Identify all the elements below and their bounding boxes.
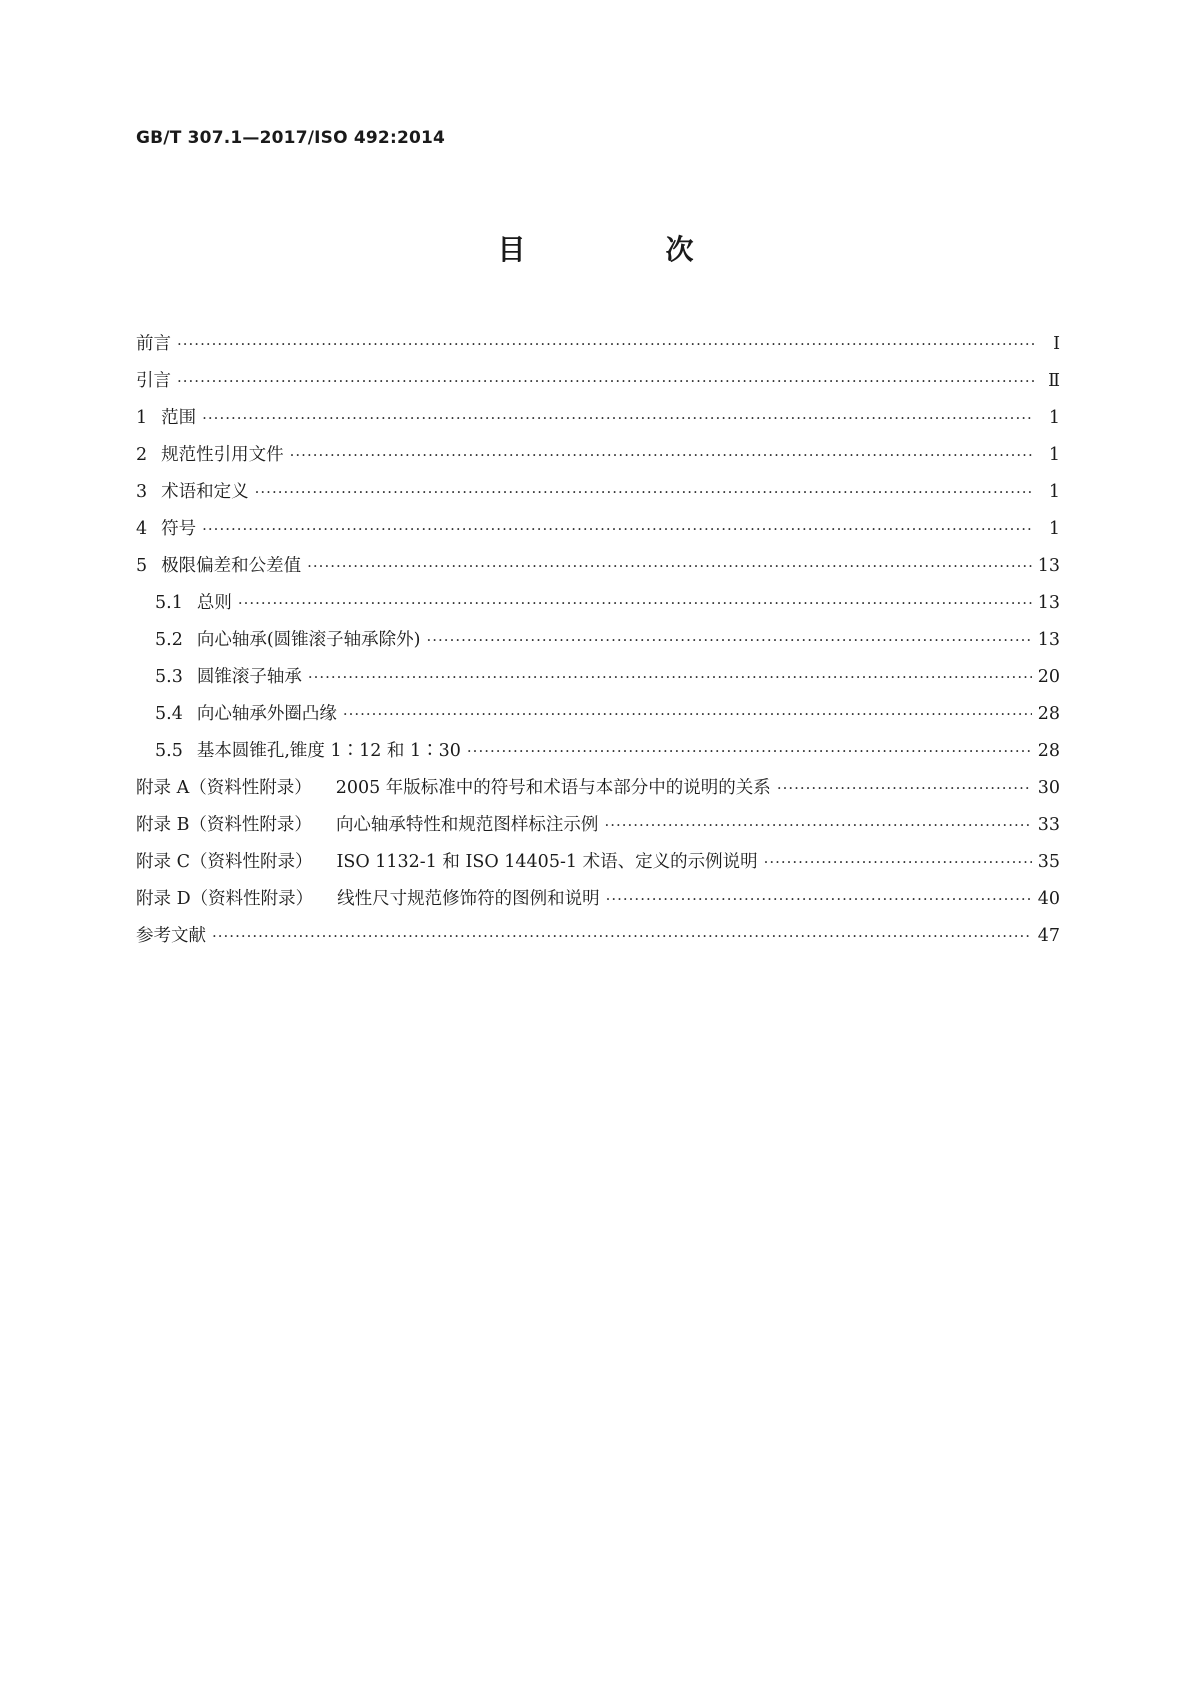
toc-entry[interactable] [136,844,1060,881]
toc-section-number: 1 [136,408,148,428]
toc-dot-leader [777,770,1032,807]
toc-dot-leader [255,474,1034,511]
toc-entry[interactable] [136,548,1060,585]
toc-entry-label [136,437,284,474]
toc-entry-label [136,844,758,881]
toc-entry[interactable] [136,659,1060,696]
toc-entry-label [136,400,196,437]
toc-entry-title: 2005 年版标准中的符号和术语与本部分中的说明的关系 [335,778,771,798]
toc-section-number: 5.2 [155,630,183,650]
toc-page-number: 28 [1037,704,1060,724]
toc-page-number: 13 [1037,593,1060,613]
toc-page-number: 47 [1037,926,1060,946]
toc-annex-designation: 附录 D（资料性附录） [136,889,314,909]
toc-annex-designation: 附录 C（资料性附录） [136,852,313,872]
toc-entry[interactable] [136,400,1060,437]
toc-entry-title: ISO 1132-1 和 ISO 14405-1 术语、定义的示例说明 [336,852,758,872]
toc-dot-leader [202,511,1034,548]
toc-entry[interactable] [136,918,1060,955]
toc-page-number: 20 [1037,667,1060,687]
toc-page-number: 1 [1048,482,1060,502]
toc-section-number: 5 [136,556,148,576]
toc-dot-leader [343,696,1032,733]
toc-section-number: 5.5 [155,741,183,761]
toc-dot-leader [427,622,1032,659]
toc-entry-title: 向心轴承特性和规范图样标注示例 [335,815,599,835]
toc-page-number: Ⅰ [1053,334,1060,354]
toc-section-number: 5.3 [155,667,183,687]
toc-page-number: 1 [1048,445,1060,465]
table-of-contents [136,326,1060,955]
toc-entry-title: 术语和定义 [161,482,249,502]
toc-entry-title: 范围 [161,408,197,428]
toc-section-number: 2 [136,445,148,465]
toc-dot-leader [212,918,1032,955]
toc-title: 目 次 [497,233,750,266]
toc-page-number: 40 [1037,889,1060,909]
toc-entry-label [155,585,232,622]
toc-annex-designation: 附录 B（资料性附录） [136,815,312,835]
toc-dot-leader [177,363,1034,400]
toc-entry-label [136,326,171,363]
toc-entry-title: 基本圆锥孔,锥度 1∶12 和 1∶30 [196,741,461,761]
toc-entry[interactable] [136,881,1060,918]
toc-dot-leader [308,659,1032,696]
toc-page-number: Ⅱ [1048,371,1060,391]
toc-dot-leader [202,400,1034,437]
toc-dot-leader [290,437,1034,474]
toc-annex-designation: 附录 A（资料性附录） [136,778,312,798]
toc-entry-label [136,474,249,511]
toc-entry[interactable] [136,474,1060,511]
toc-page-number: 35 [1037,852,1060,872]
toc-entry-label [136,807,598,844]
toc-entry[interactable] [136,437,1060,474]
toc-page-number: 33 [1037,815,1060,835]
toc-entry-title: 向心轴承(圆锥滚子轴承除外) [196,630,421,650]
toc-entry-title: 圆锥滚子轴承 [196,667,302,687]
toc-page-number: 13 [1037,556,1060,576]
toc-entry-title: 极限偏差和公差值 [161,556,302,576]
toc-dot-leader [606,881,1032,918]
toc-section-number: 5.1 [155,593,183,613]
toc-entry-title: 引言 [136,371,171,391]
toc-entry-title: 总则 [196,593,232,613]
toc-entry-label [136,881,600,918]
toc-page-number: 30 [1037,778,1060,798]
toc-entry[interactable] [136,770,1060,807]
toc-entry-label [136,918,206,955]
toc-entry[interactable] [136,326,1060,363]
toc-page-number: 1 [1048,519,1060,539]
toc-section-number: 3 [136,482,148,502]
toc-entry-title: 符号 [161,519,197,539]
toc-entry-title: 前言 [136,334,171,354]
toc-entry-title: 参考文献 [136,926,206,946]
toc-page-number: 28 [1037,741,1060,761]
toc-dot-leader [604,807,1031,844]
toc-entry[interactable] [136,363,1060,400]
toc-dot-leader [764,844,1032,881]
toc-entry-title: 线性尺寸规范修饰符的图例和说明 [337,889,600,909]
toc-entry[interactable] [136,733,1060,770]
toc-section-number: 4 [136,519,148,539]
toc-entry-label [155,622,421,659]
toc-entry-label [155,733,461,770]
toc-entry[interactable] [136,511,1060,548]
toc-entry-label [136,363,171,400]
toc-page-number: 1 [1048,408,1060,428]
toc-dot-leader [467,733,1032,770]
toc-entry[interactable] [136,696,1060,733]
toc-entry-title: 规范性引用文件 [161,445,284,465]
standard-number: GB/T 307.1—2017/ISO 492:2014 [136,128,446,148]
toc-dot-leader [238,585,1032,622]
toc-entry-label [155,659,302,696]
toc-entry[interactable] [136,585,1060,622]
toc-dot-leader [307,548,1032,585]
page-header [136,128,445,148]
toc-section-number: 5.4 [155,704,183,724]
toc-entry-label [136,548,301,585]
toc-entry-title: 向心轴承外圈凸缘 [196,704,337,724]
toc-entry[interactable] [136,807,1060,844]
toc-entry-label [136,770,771,807]
toc-entry-label [155,696,337,733]
toc-entry[interactable] [136,622,1060,659]
toc-dot-leader [177,326,1034,363]
toc-entry-label [136,511,196,548]
toc-page-number: 13 [1037,630,1060,650]
